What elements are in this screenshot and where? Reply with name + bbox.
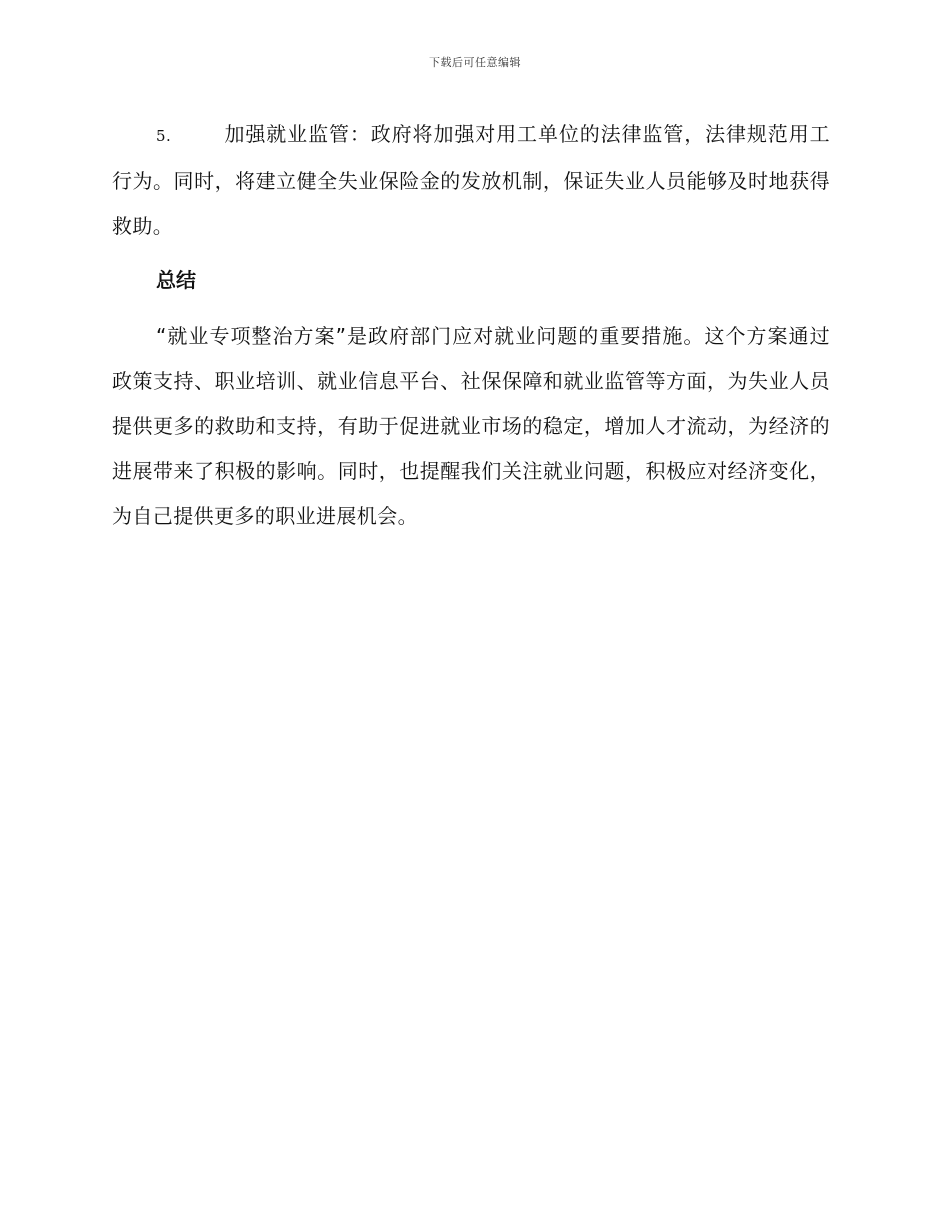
- list-item-text: 加强就业监管：政府将加强对用工单位的法律监管，法律规范用工行为。同时，将建立健全失业保险金的发放机制，保证失业人员能够及时地获得救助。: [112, 122, 830, 238]
- document-body: [112, 112, 830, 539]
- page-header: 下载后可任意编辑: [429, 56, 521, 69]
- list-item-5: [112, 112, 830, 249]
- summary-paragraph: “就业专项整治方案”是政府部门应对就业问题的重要措施。这个方案通过政策支持、职业培训、就业信息平台、社保保障和就业监管等方面，为失业人员提供更多的救助和支持，有助于促进就业市场的稳定，增加人才流动，为经济的进展带来了积极的影响。同时，也提醒我们关注就业问题，积极应对经济变化，为自己提供更多的职业进展机会。: [112, 324, 830, 528]
- section-heading-summary: 总结: [156, 268, 196, 292]
- list-item-number: 5.: [156, 127, 172, 145]
